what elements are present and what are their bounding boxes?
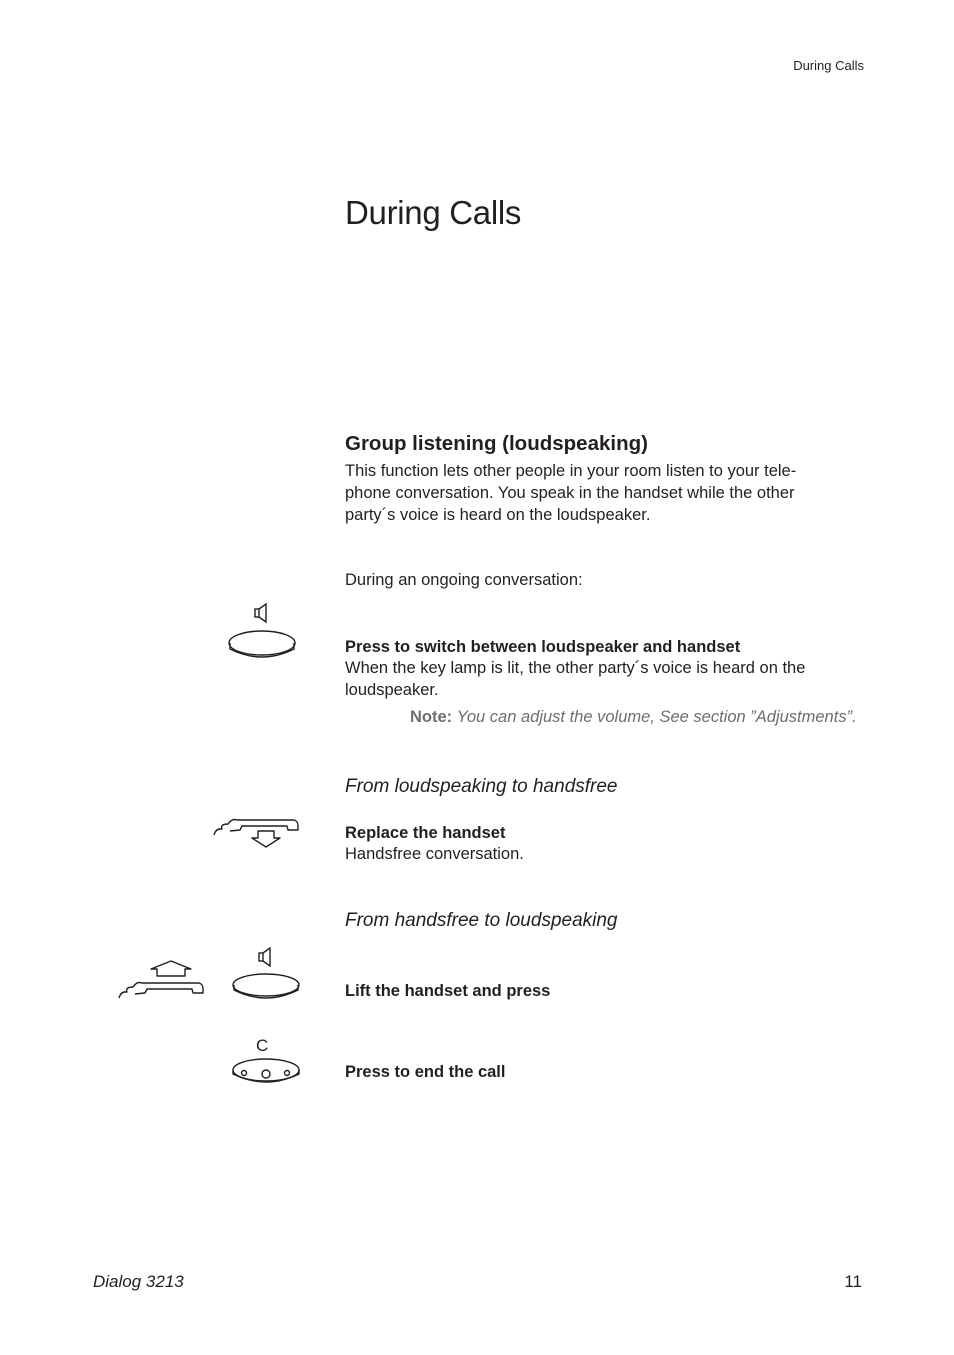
step-replace-title: Replace the handset (345, 824, 506, 842)
volume-note (410, 708, 857, 727)
note-text: You can adjust the volume, See section ”Adjustments”. (456, 708, 857, 726)
step-end-call-title: Press to end the call (345, 1063, 506, 1081)
replace-handset-icon (212, 815, 302, 851)
section-intro (345, 460, 845, 526)
note-label: Note: (410, 708, 453, 726)
page-title: During Calls (345, 194, 522, 231)
section-heading: Group listening (loudspeaking) (345, 432, 648, 455)
step-switch-line: When the key lamp is lit, the other party´s voice is heard on the (345, 659, 806, 677)
step-switch-body (345, 657, 855, 701)
loudspeaker-key-icon (230, 947, 302, 1003)
subheading-to-loudspeaking: From handsfree to loudspeaking (345, 910, 618, 931)
lead-in-text: During an ongoing conversation: (345, 571, 583, 589)
loudspeaker-key-icon (226, 603, 298, 659)
step-lift-title: Lift the handset and press (345, 982, 551, 1000)
intro-line: phone conversation. You speak in the handset while the other (345, 484, 795, 502)
running-head: During Calls (793, 58, 864, 73)
page-number: 11 (844, 1272, 862, 1291)
intro-line: This function lets other people in your room listen to your tele- (345, 462, 797, 480)
step-switch-line: loudspeaker. (345, 681, 439, 699)
subheading-to-handsfree: From loudspeaking to handsfree (345, 776, 618, 797)
intro-line: party´s voice is heard on the loudspeaker. (345, 506, 651, 524)
step-switch-title: Press to switch between loudspeaker and handset (345, 638, 741, 656)
lift-handset-icon (117, 960, 207, 1002)
clear-key-letter: C (256, 1036, 269, 1055)
step-replace-body: Handsfree conversation. (345, 845, 524, 863)
footer-model: Dialog 3213 (93, 1272, 184, 1291)
clear-key-icon (230, 1055, 302, 1089)
